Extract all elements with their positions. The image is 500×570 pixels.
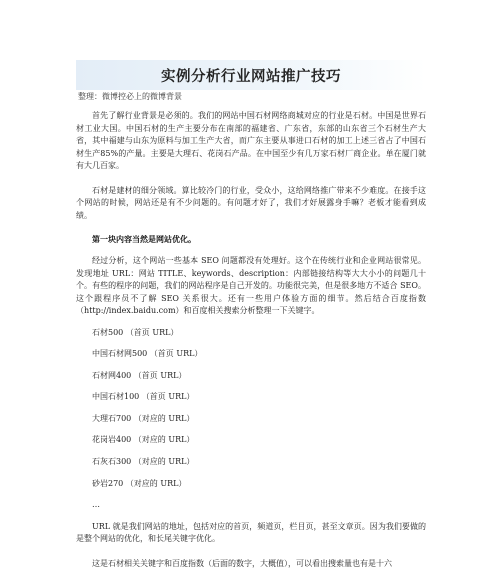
keyword-item: 石材500 （首页 URL）: [92, 327, 179, 337]
title-bar: [76, 60, 426, 90]
keyword-item: 中国石材100 （首页 URL）: [92, 392, 195, 402]
background-paragraph: 石材是建材的细分领域。算比较冷门的行业，受众小，这给网络推广带来不少难度。在接手这个网站的时候，网站还是有不少问题的。有问题才好了，我们才好展露身手嘛？老板才能看到成绩。: [76, 185, 426, 220]
keyword-item: 石灰石300 （对应的 URL）: [92, 457, 195, 467]
url-paragraph: URL 就是我们网站的地址，包括对应的首页，频道页，栏目页，甚至文章页。因为我们要做的是整个网站的优化，和长尾关键字优化。: [76, 521, 426, 544]
seo-analysis-paragraph: 经过分析，这个网站一些基本 SEO 问题都没有处理好。这个在传统行业和企业网站很常见。发现地址 URL：网站 TITLE、keywords、description：内部链接结构等大大小小的问题几十个。有些的程序的问题，我们的网站程序是自己开发的。功能很完美，但是很多地方不适合 SEO。这个跟程序员不了解 SEO 关系很大。还有一些用户体验方面的细节。然后结合百度指数（http://index.baidu.com）和百度相关搜索分析整理一下关键字。: [76, 256, 426, 315]
section-heading: 第一块内容当然是网站优化。: [92, 235, 196, 244]
keyword-item: 大理石700 （对应的 URL）: [92, 413, 195, 423]
keyword-item: 中国石材网500 （首页 URL）: [92, 349, 203, 359]
keyword-item: 砂岩270 （对应的 URL）: [92, 478, 187, 488]
keyword-item: 石材网400 （首页 URL）: [92, 370, 187, 380]
page-title: 实例分析行业网站推广技巧: [161, 68, 341, 85]
keyword-item-ellipsis: …: [92, 500, 100, 510]
author-line: 整理：微博控必上的微博背景: [78, 92, 182, 101]
intro-paragraph: 首先了解行业背景是必须的。我们的网站中国石材网络商城对应的行业是石材。中国是世界石材工业大国。中国石材的生产主要分布在南部的福建省、广东省，东部的山东省三个石材生产大省，其中福建与山东为原料与加工生产大省，而广东主要从事进口石材的加工上述三省占了中国石材生产85%的产量。主要是大理石、花岗石产品。在中国至少有几万家石材厂商企业。单在厦门就有大几百家。: [76, 111, 426, 170]
keyword-item: 花岗岩400 （对应的 URL）: [92, 435, 195, 445]
truncated-paragraph: 这是石材相关关键字和百度指数（后面的数字，大概值），可以看出搜索量也有是十六: [92, 558, 392, 568]
keyword-list: [76, 327, 426, 521]
article-body: [76, 110, 426, 570]
article-page: [76, 60, 426, 568]
